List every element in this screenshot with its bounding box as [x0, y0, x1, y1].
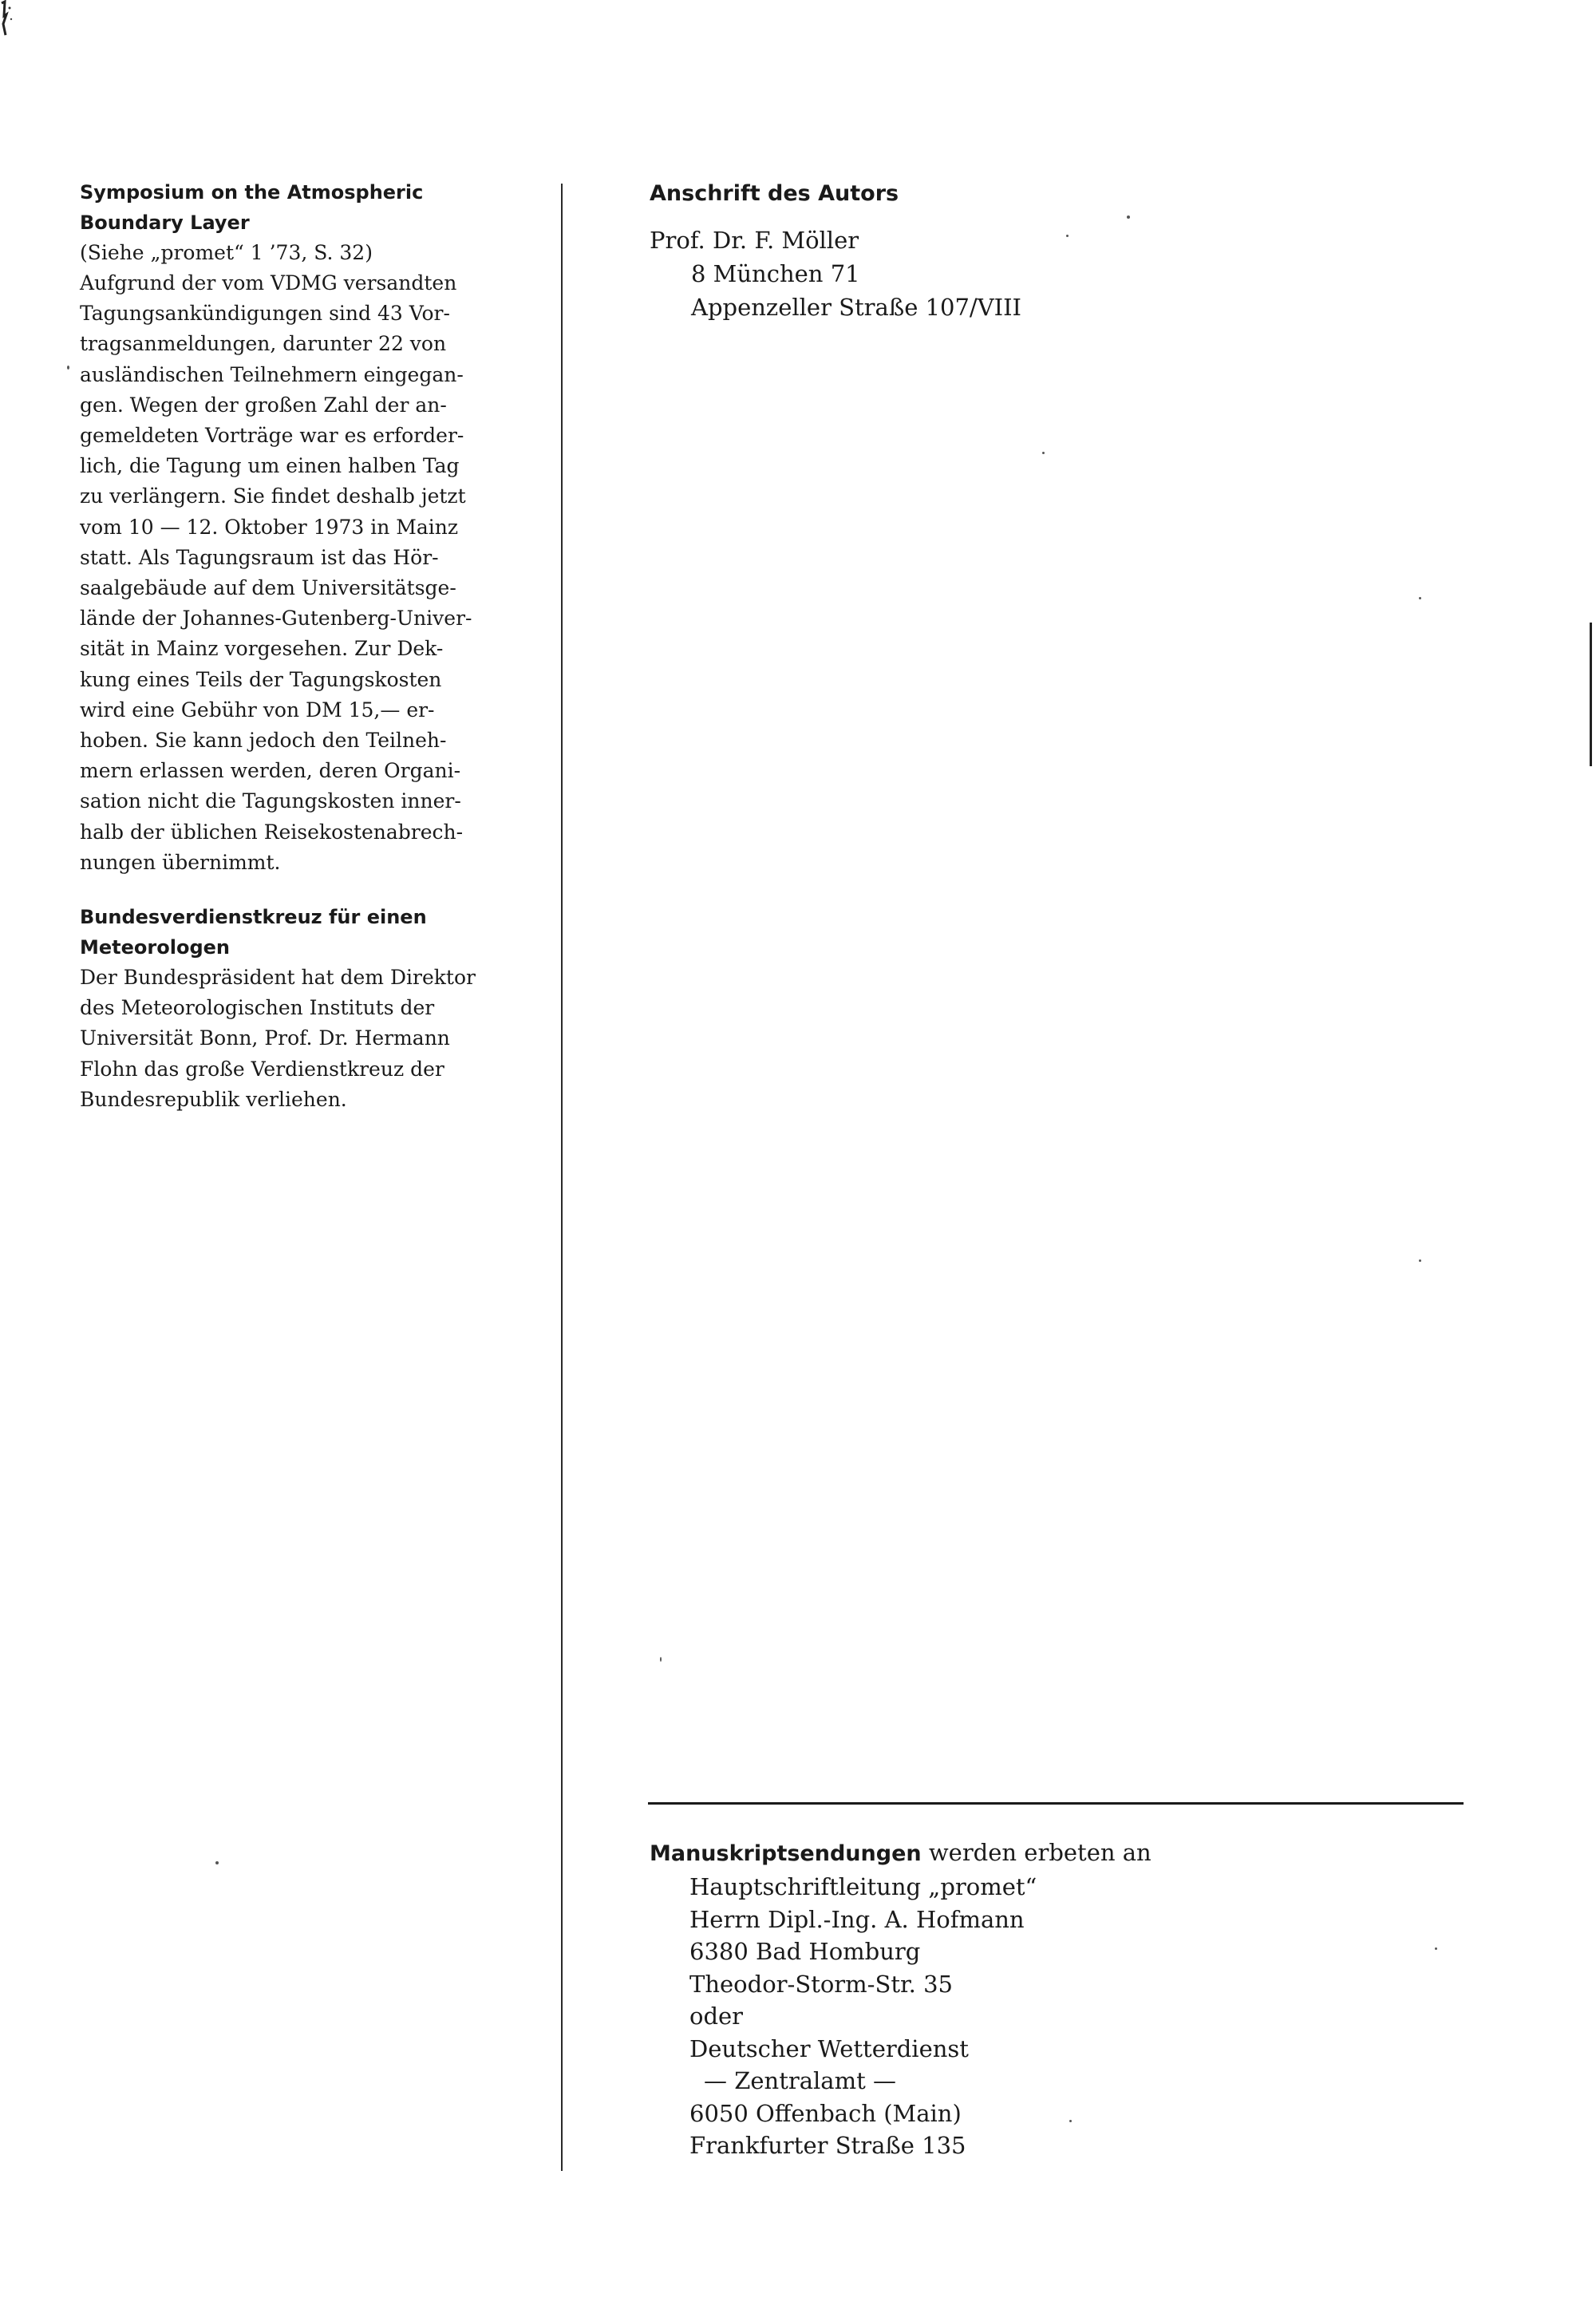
scan-speck [1127, 215, 1130, 219]
manuscript-heading-bold: Manuskriptsendungen [650, 1841, 922, 1866]
left-column [80, 177, 514, 1139]
article-symposium [80, 177, 514, 878]
author-name: Prof. Dr. F. Möller [650, 227, 859, 254]
body-line: lich, die Tagung um einen halben Tag [80, 454, 460, 478]
address-line: 6050 Offenbach (Main) [689, 2099, 962, 2127]
manuscript-heading-rest: werden erbeten an [921, 1839, 1152, 1866]
manuscript-heading [650, 1836, 1448, 1871]
body-line: gen. Wegen der großen Zahl der an- [80, 393, 447, 417]
body-line: Der Bundespräsident hat dem Direktor [80, 966, 476, 990]
article-body [80, 963, 514, 1115]
scan-speck [67, 366, 69, 370]
body-line: wird eine Gebühr von DM 15,— er- [80, 698, 435, 722]
author-heading: Anschrift des Autors [650, 181, 899, 206]
body-line: kung eines Teils der Tagungskosten [80, 667, 442, 691]
article-verdienstkreuz [80, 902, 514, 1115]
scan-speck [1042, 452, 1045, 454]
body-line: lände der Johannes-Gutenberg-Univer- [80, 607, 472, 631]
scan-corner-mark [0, 0, 14, 37]
body-line: Tagungsankündigungen sind 43 Vor- [80, 302, 450, 326]
scan-speck [1419, 597, 1421, 599]
body-line: gemeldeten Vorträge war es erforder- [80, 424, 464, 448]
scan-speck [1069, 2120, 1072, 2122]
scan-edge-mark [1590, 623, 1592, 766]
address-line: Hauptschriftleitung „promet“ [689, 1873, 1037, 1900]
scan-speck [660, 1657, 662, 1662]
body-line: ausländischen Teilnehmern eingegan- [80, 362, 464, 386]
body-line: halb der üblichen Reisekostenabrech- [80, 820, 464, 844]
title-line: Symposium on the Atmospheric [80, 181, 424, 204]
body-line: sation nicht die Tagungskosten inner- [80, 789, 461, 813]
article-title [80, 177, 514, 238]
address-line: Herrn Dipl.-Ing. A. Hofmann [689, 1905, 1025, 1933]
body-line: mern erlassen werden, deren Organi- [80, 759, 461, 783]
article-title [80, 902, 514, 963]
body-line: sität in Mainz vorgesehen. Zur Dek- [80, 637, 444, 661]
body-line: tragsanmeldungen, darunter 22 von [80, 332, 447, 356]
title-line: Boundary Layer [80, 212, 250, 234]
address-line: 8 München 71 [691, 260, 860, 287]
body-line: vom 10 — 12. Oktober 1973 in Mainz [80, 515, 459, 539]
address-line: Deutscher Wetterdienst [689, 2034, 969, 2062]
body-line: Universität Bonn, Prof. Dr. Hermann [80, 1026, 450, 1050]
title-line: Bundesverdienstkreuz für einen [80, 906, 427, 929]
address-line: — Zentralamt — [704, 2067, 896, 2094]
body-line: hoben. Sie kann jedoch den Teilneh- [80, 729, 447, 753]
body-line: zu verlängern. Sie findet deshalb jetzt [80, 484, 466, 508]
column-divider [561, 184, 563, 2171]
title-line: Meteorologen [80, 936, 230, 959]
address-line: 6380 Bad Homburg [689, 1938, 921, 1965]
address-line: oder [689, 2003, 744, 2030]
body-line: statt. Als Tagungsraum ist das Hör- [80, 545, 439, 569]
scan-speck [215, 1861, 219, 1864]
manuscript-submissions [650, 1836, 1448, 2162]
body-line: saalgebäude auf dem Universitätsge- [80, 576, 456, 600]
body-line: nungen übernimmt. [80, 850, 281, 874]
body-line: des Meteorologischen Instituts der [80, 996, 435, 1020]
author-address [650, 177, 1368, 324]
body-line: Aufgrund der vom VDMG versandten [80, 271, 457, 295]
address-line: Theodor-Storm-Str. 35 [689, 1970, 954, 1998]
scan-speck [1066, 235, 1069, 237]
body-line: Flohn das große Verdienstkreuz der [80, 1057, 444, 1081]
article-reference: (Siehe „promet“ 1 ’73, S. 32) [80, 241, 373, 264]
address-line: Appenzeller Straße 107/VIII [691, 294, 1022, 321]
scan-speck [1435, 1947, 1437, 1950]
article-body [80, 268, 514, 878]
address-line: Frankfurter Straße 135 [689, 2132, 966, 2159]
scan-speck [1419, 1259, 1421, 1262]
horizontal-divider [648, 1802, 1464, 1805]
body-line: Bundesrepublik verliehen. [80, 1087, 347, 1111]
